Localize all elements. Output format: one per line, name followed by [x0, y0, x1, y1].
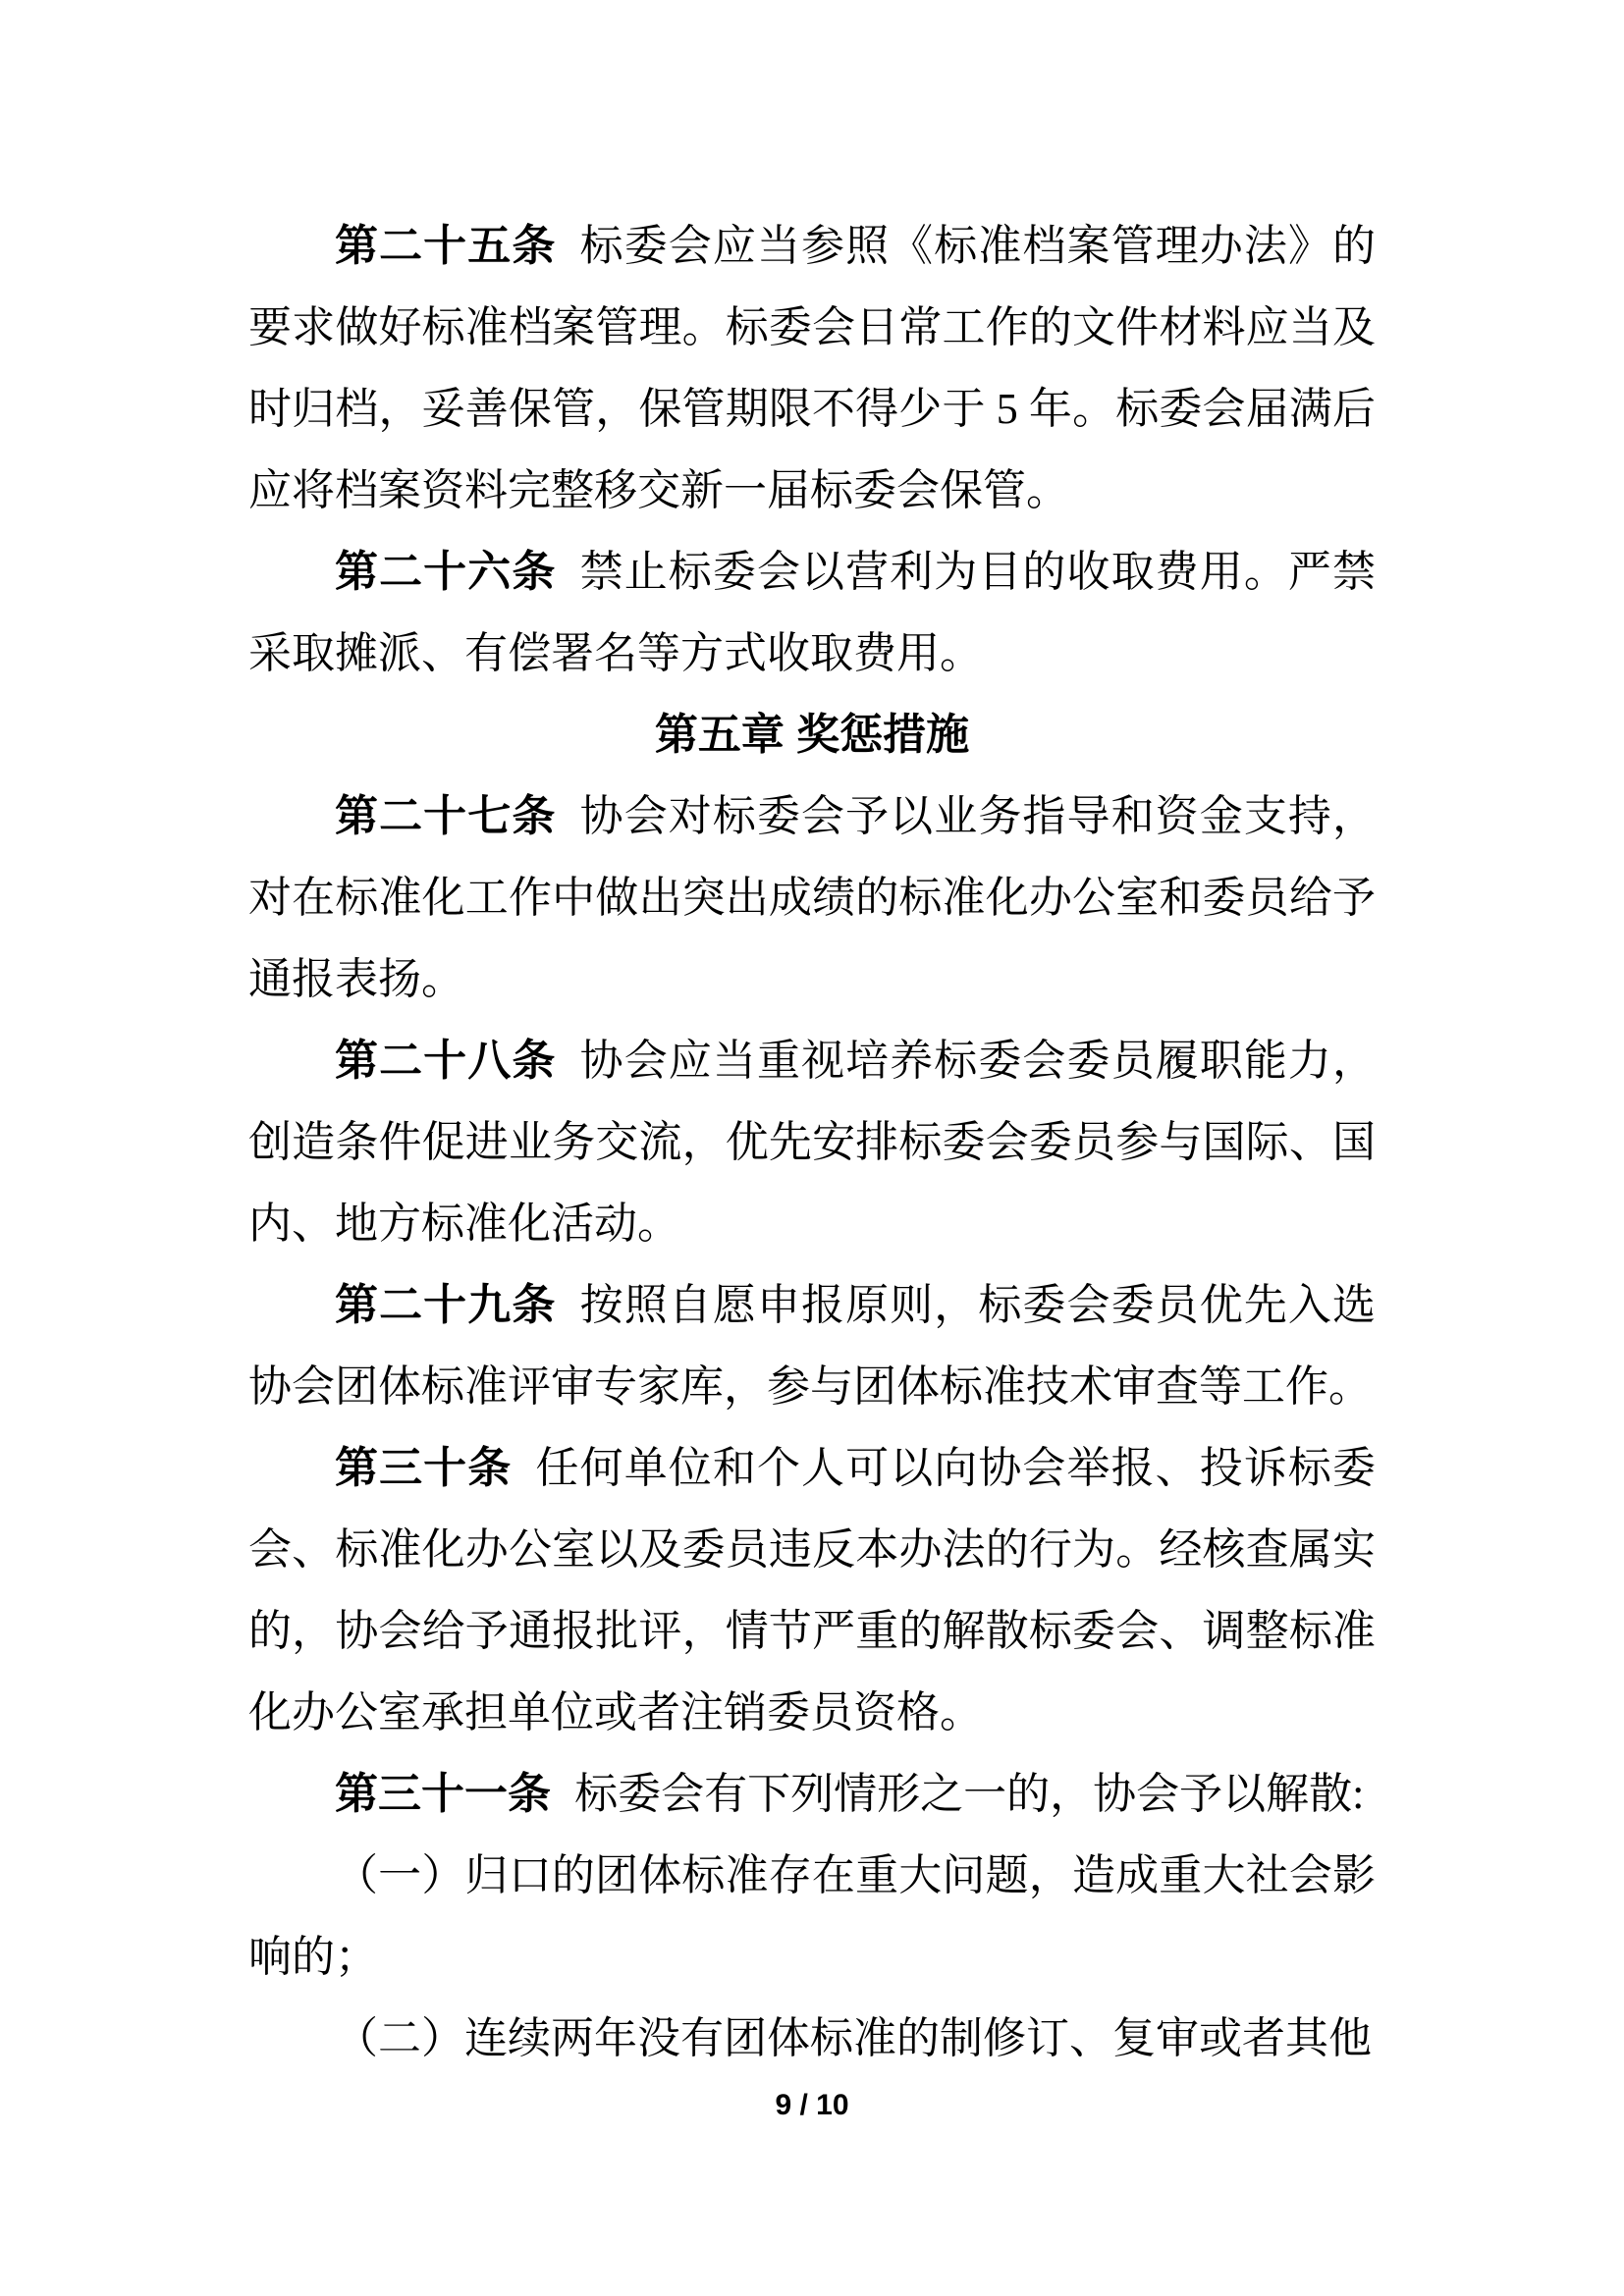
article-31-text: 标委会有下列情形之一的，协会予以解散: — [574, 1770, 1365, 1818]
document-body — [248, 205, 1376, 2079]
chapter-5-heading: 第五章 奖惩措施 — [654, 711, 970, 759]
article-30-paragraph — [248, 1427, 1376, 1753]
article-25-number: 第二十五条 — [335, 222, 557, 270]
article-26-paragraph — [248, 531, 1376, 694]
article-27-text: 协会对标委会予以业务指导和资金支持，对在标准化工作中做出突出成绩的标准化办公室和委员给予通报表扬。 — [248, 792, 1377, 1003]
article-29-paragraph — [248, 1264, 1376, 1427]
article-30-number: 第三十条 — [335, 1444, 513, 1492]
article-27-number: 第二十七条 — [335, 792, 557, 840]
article-31-number: 第三十一条 — [335, 1770, 551, 1818]
article-28-text: 协会应当重视培养标委会委员履职能力，创造条件促进业务交流，优先安排标委会委员参与国际、国内、地方标准化活动。 — [248, 1037, 1377, 1248]
clause-1-paragraph: （一）归口的团体标准存在重大问题，造成重大社会影响的； — [248, 1851, 1376, 1981]
article-26-text: 禁止标委会以营利为目的收取费用。严禁采取摊派、有偿署名等方式收取费用。 — [248, 548, 1377, 677]
article-28-paragraph — [248, 1020, 1376, 1264]
article-26-number: 第二十六条 — [335, 548, 557, 596]
article-25-paragraph — [248, 205, 1376, 531]
article-30-text: 任何单位和个人可以向协会举报、投诉标委会、标准化办公室以及委员违反本办法的行为。经核查属实的，协会给予通报批评，情节严重的解散标委会、调整标准化办公室承担单位或者注销委员资格。 — [248, 1444, 1377, 1736]
article-27-paragraph — [248, 775, 1376, 1020]
article-28-number: 第二十八条 — [335, 1037, 557, 1085]
article-31-paragraph — [248, 1753, 1376, 1835]
clause-2-paragraph: （二）连续两年没有团体标准的制修订、复审或者其他 — [335, 2014, 1372, 2062]
article-29-text: 按照自愿申报原则，标委会委员优先入选协会团体标准评审专家库，参与团体标准技术审查等工作。 — [248, 1281, 1377, 1411]
article-25-text: 标委会应当参照《标准档案管理办法》的要求做好标准档案管理。标委会日常工作的文件材料应当及时归档，妥善保管，保管期限不得少于 5 年。标委会届满后应将档案资料完整移交新一届标委会保管。 — [248, 222, 1377, 514]
article-29-number: 第二十九条 — [335, 1281, 557, 1329]
page-number: 9 / 10 — [775, 2089, 849, 2121]
